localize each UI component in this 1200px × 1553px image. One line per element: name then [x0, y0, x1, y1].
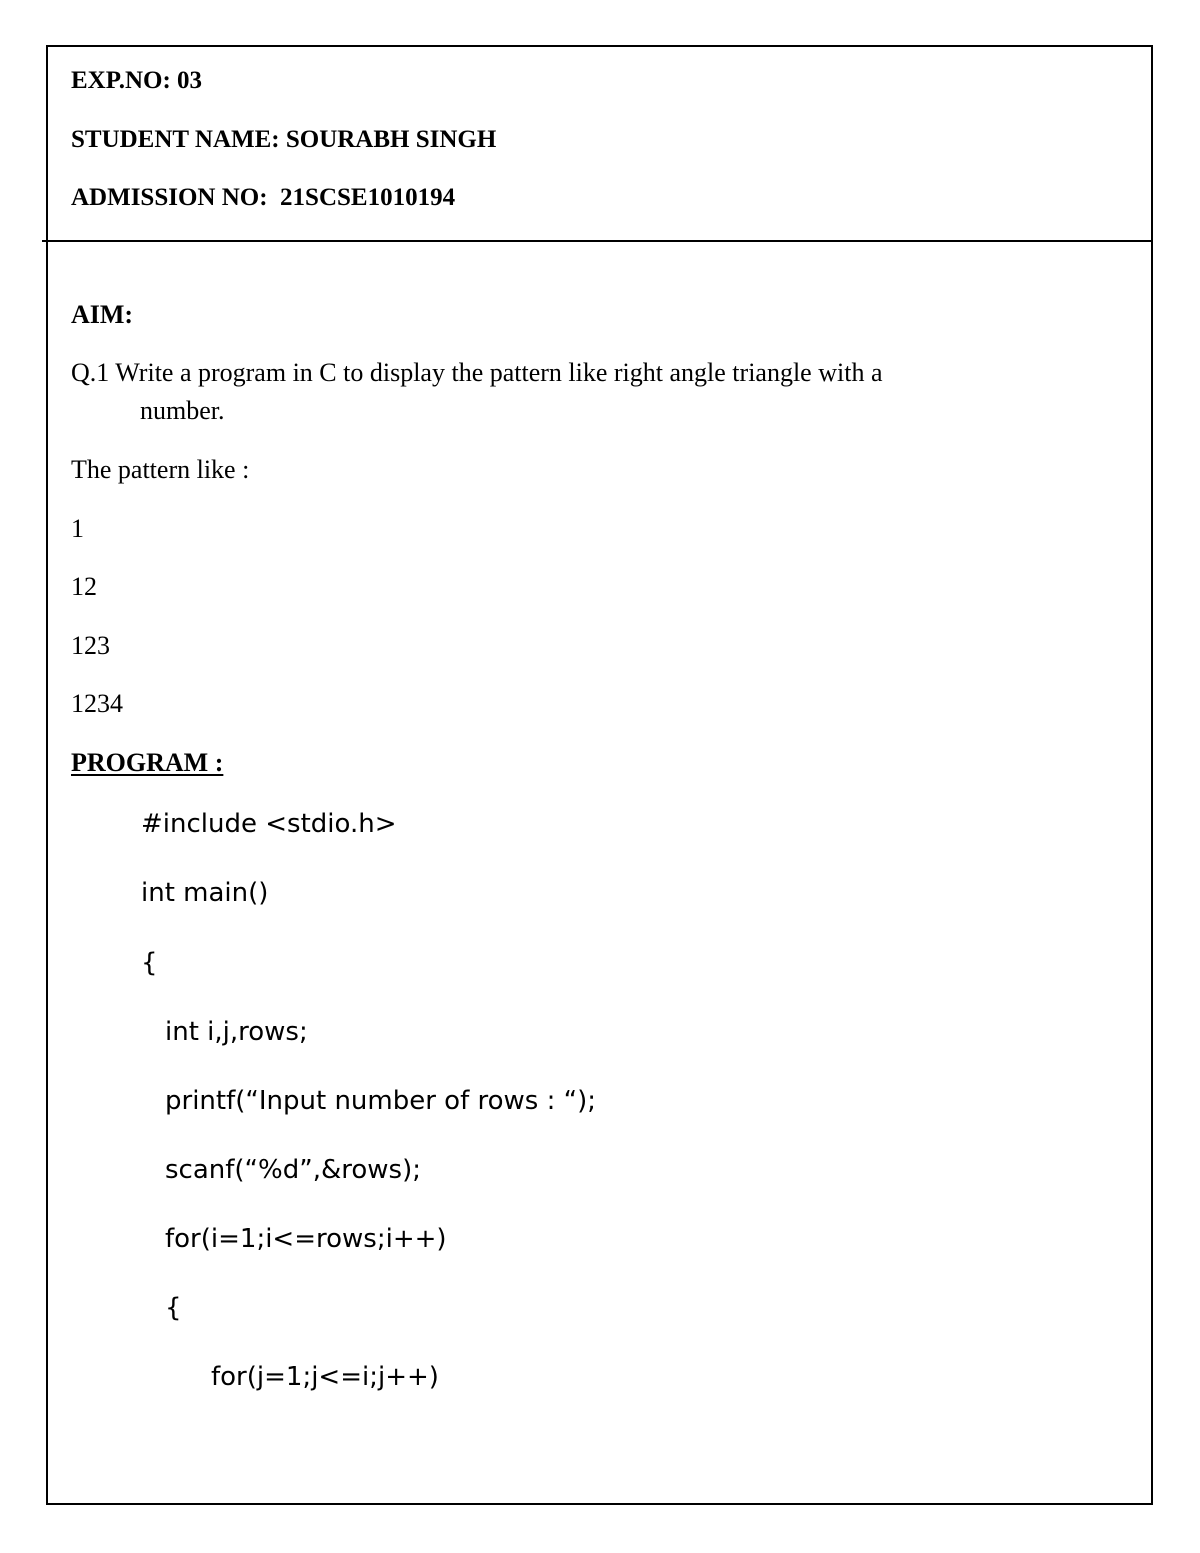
question-line-1: Q.1 Write a program in C to display the pattern like right angle triangle with a	[71, 358, 883, 387]
code-line: {	[165, 1293, 182, 1323]
pattern-row: 12	[71, 572, 97, 601]
pattern-row: 1	[71, 514, 84, 543]
code-line: printf(“Input number of rows : “);	[165, 1086, 597, 1116]
exp-no: EXP.NO: 03	[71, 67, 203, 94]
program-heading: PROGRAM :	[71, 748, 224, 777]
aim-heading: AIM:	[71, 300, 134, 329]
pattern-row: 123	[71, 631, 110, 660]
student-name: STUDENT NAME: SOURABH SINGH	[71, 126, 497, 153]
code-line: scanf(“%d”,&rows);	[165, 1155, 421, 1185]
code-line: #include <stdio.h>	[141, 809, 397, 839]
pattern-row: 1234	[71, 689, 123, 718]
code-line: int main()	[141, 878, 269, 908]
code-line: for(j=1;j<=i;j++)	[211, 1362, 439, 1392]
question-line-2: number.	[140, 396, 225, 425]
pattern-intro: The pattern like :	[71, 455, 250, 484]
code-line: {	[141, 948, 158, 978]
code-line: for(i=1;i<=rows;i++)	[165, 1224, 447, 1254]
code-line: int i,j,rows;	[165, 1017, 308, 1047]
header-divider	[42, 240, 1153, 242]
admission-no: ADMISSION NO: 21SCSE1010194	[71, 184, 456, 211]
